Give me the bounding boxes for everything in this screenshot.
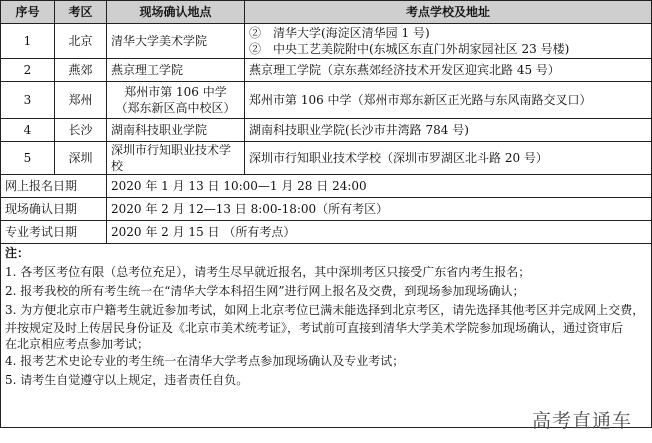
date-row-confirmation (1, 198, 652, 221)
row-seq: 5 (1, 142, 55, 175)
header-exam-site: 考点学校及地址 (245, 1, 652, 24)
confirm-line: 郑州市第 106 中学 (124, 85, 227, 99)
note-item: 4. 报考艺术史论专业的考生统一在清华大学考点参加现场确认及专业考试； (5, 354, 405, 368)
row-confirm-site (107, 82, 245, 119)
row-area: 郑州 (55, 82, 107, 119)
table-row (1, 24, 652, 59)
row-confirm-site: 湖南科技职业学院 (107, 119, 245, 142)
table-row (1, 119, 652, 142)
row-confirm-site: 深圳市行知职业技术学校 (107, 142, 245, 175)
note-item-continued: 在北京相应考点参加考试； (5, 337, 150, 351)
table-row (1, 82, 652, 119)
row-area: 燕郊 (55, 59, 107, 82)
row-seq: 3 (1, 82, 55, 119)
row-exam-site (245, 24, 652, 59)
date-row-registration (1, 175, 652, 198)
note-item: 1. 各考区考位有限（总考位充足），请考生尽早就近报名，其中深圳考区只接受广东省内考生报名； (5, 265, 531, 279)
note-item: 5. 请考生自觉遵守以上规定，违者责任自负。 (5, 373, 249, 387)
row-seq: 2 (1, 59, 55, 82)
note-item-continued: 并按规定及时上传居民身份证及《北京市美术统考证》，考试前可直接到清华大学美术学院参加现场确认，通过资审后 (5, 321, 624, 335)
exam-site-line: ② 中央工艺美院附中(东城区东直门外胡家园社区 23 号楼) (249, 42, 570, 56)
note-item: 2. 报考我校的所有考生统一在“清华大学本科招生网”进行网上报名及交费，到现场参加现场确认； (5, 284, 525, 298)
row-seq: 1 (1, 24, 55, 59)
row-confirm-site: 清华大学美术学院 (107, 24, 245, 59)
exam-site-line: ② 清华大学(海淀区清华园 1 号) (249, 26, 430, 40)
row-exam-site: 湖南科技职业学院(长沙市井湾路 784 号) (245, 119, 652, 142)
note-item: 3. 为方便北京市户籍考生就近参加考试，如网上北京考位已满未能选择到北京考区，请先选择其他考区并完成网上交费， (5, 303, 645, 317)
date-label: 专业考试日期 (1, 221, 107, 244)
row-exam-site: 郑州市第 106 中学（郑州市郑东新区正光路与东风南路交叉口） (245, 82, 652, 119)
row-area: 深圳 (55, 142, 107, 175)
row-confirm-site: 燕京理工学院 (107, 59, 245, 82)
row-seq: 4 (1, 119, 55, 142)
row-area: 北京 (55, 24, 107, 59)
date-label: 现场确认日期 (1, 198, 107, 221)
date-label: 网上报名日期 (1, 175, 107, 198)
row-area: 长沙 (55, 119, 107, 142)
date-value: 2020 年 1 月 13 日 10:00—1 月 28 日 24:00 (107, 175, 652, 198)
notes-cell (1, 244, 652, 428)
notes-title: 注： (5, 246, 30, 260)
date-value: 2020 年 2 月 15 日 （所有考点） (107, 221, 652, 244)
date-row-exam (1, 221, 652, 244)
notes-row (1, 244, 652, 428)
table-row (1, 142, 652, 175)
watermark: 高考直通车 (531, 410, 632, 432)
header-seq: 序号 (1, 1, 55, 24)
table-row (1, 59, 652, 82)
header-confirm-site: 现场确认地点 (107, 1, 245, 24)
row-exam-site: 深圳市行知职业技术学校（深圳市罗湖区北斗路 20 号） (245, 142, 652, 175)
date-value: 2020 年 2 月 12—13 日 8:00-18:00（所有考区） (107, 198, 652, 221)
confirm-line: （郑东新区高中校区） (115, 101, 236, 115)
row-exam-site: 燕京理工学院（京东燕郊经济技术开发区迎宾北路 45 号） (245, 59, 652, 82)
header-area: 考区 (55, 1, 107, 24)
header-row (1, 1, 652, 24)
